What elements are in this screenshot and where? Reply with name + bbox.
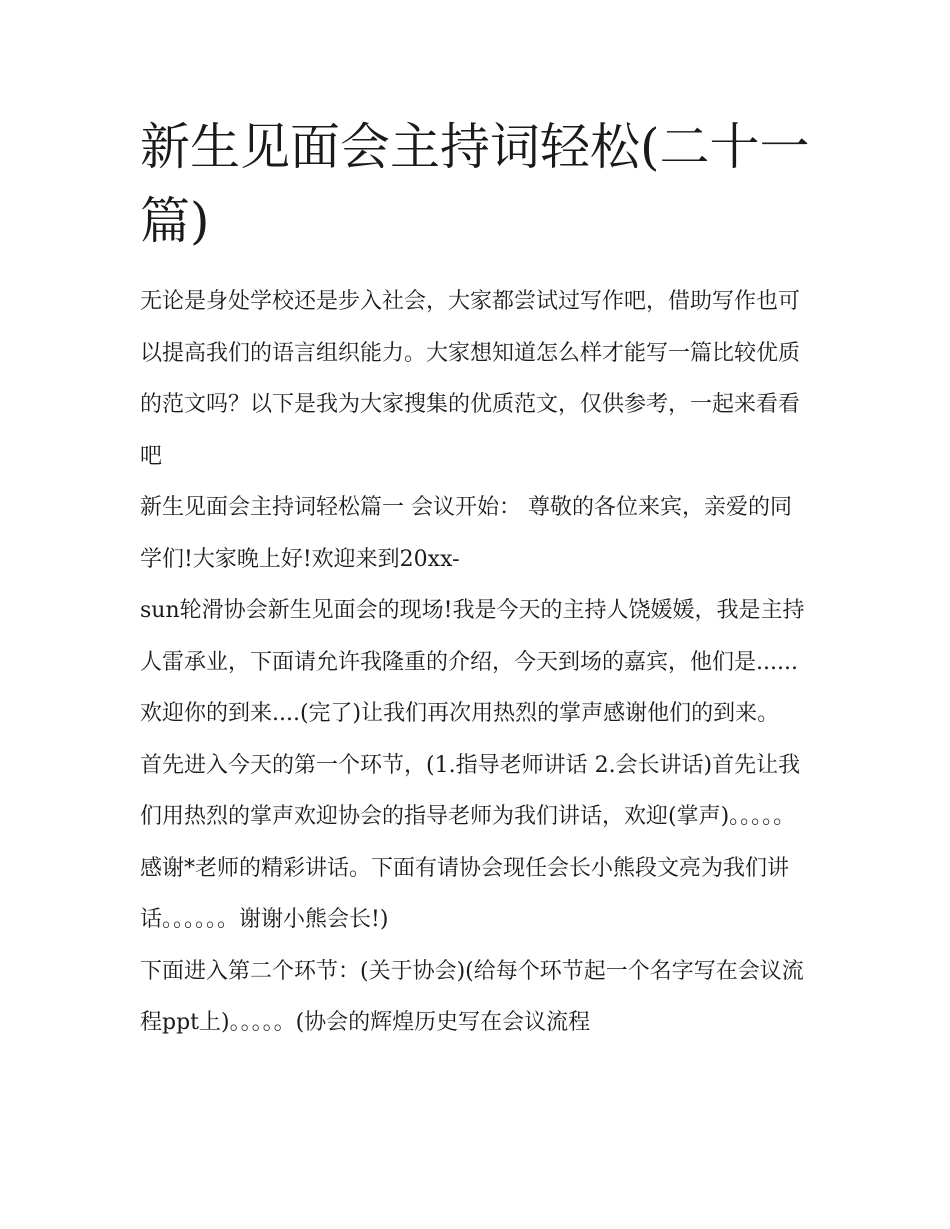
document-page (140, 110, 812, 1049)
intro-paragraph: 无论是身处学校还是步入社会，大家都尝试过写作吧，借助写作也可以提高我们的语言组织能力。大家想知道怎么样才能写一篇比较优质的范文吗？以下是我为大家搜集的优质范文，仅供参考，一起来看看吧 (140, 289, 801, 469)
paragraph-3: 首先进入今天的第一个环节，(1.指导老师讲话 2.会长讲话)首先让我们用热烈的掌声欢迎协会的指导老师为我们讲话，欢迎(掌声)。。。。。感谢*老师的精彩讲话。下面有请协会现任会长小熊段文亮为我们讲话。。。。。。谢谢小熊会长!) (140, 752, 801, 932)
document-title: 新生见面会主持词轻松(二十一篇) (140, 118, 810, 250)
paragraph-1: 新生见面会主持词轻松篇一 会议开始： 尊敬的各位来宾，亲爱的同学们!大家晚上好!欢迎来到20xx- (140, 495, 792, 572)
paragraph-4: 下面进入第二个环节：(关于协会)(给每个环节起一个名字写在会议流程ppt上)。。。。。(协会的辉煌历史写在会议流程 (140, 958, 804, 1035)
paragraph-2: sun轮滑协会新生见面会的现场!我是今天的主持人饶媛媛，我是主持人雷承业，下面请允许我隆重的介绍，今天到场的嘉宾，他们是......欢迎你的到来....(完了)让我们再次用热烈的掌声感谢他们的到来。 (140, 598, 805, 726)
